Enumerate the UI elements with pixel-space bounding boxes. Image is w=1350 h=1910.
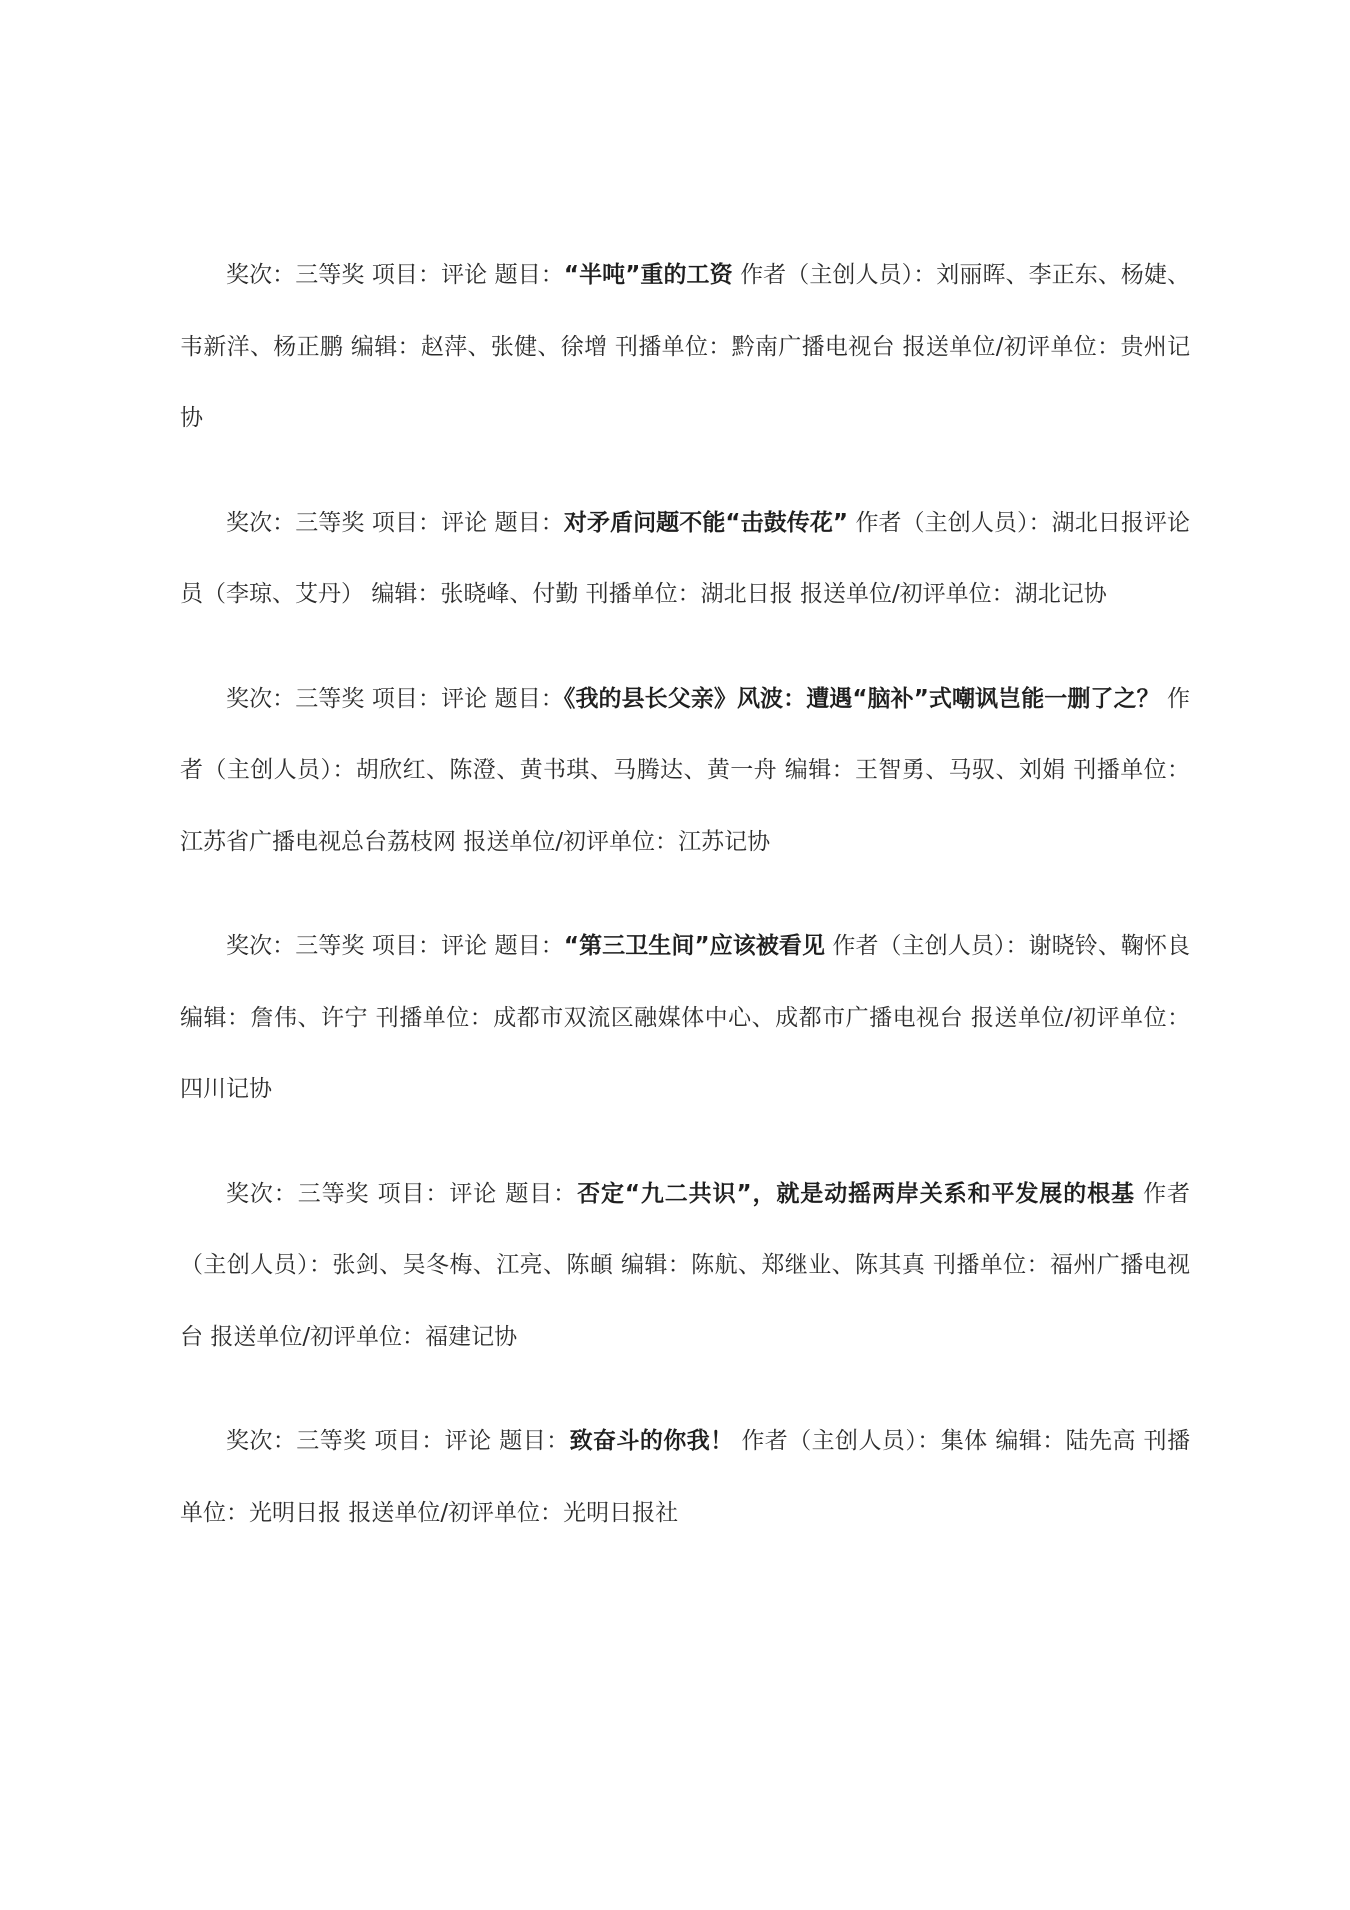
- publisher-label: 刊播单位：: [585, 581, 701, 607]
- project-value: 评论: [441, 509, 488, 536]
- publisher-label: 刊播单位：: [615, 333, 732, 360]
- project-label: 项目：: [371, 262, 442, 288]
- work-title: “第三卫生间”应该被看见: [563, 933, 826, 959]
- author-label: 作者（主创人员）：: [832, 933, 1029, 959]
- editor-label: 编辑：: [784, 757, 855, 783]
- title-label: 题目：: [494, 933, 564, 959]
- submitter-value: 光明日报社: [563, 1499, 679, 1526]
- submitter-label: 报送单位/初评单位：: [463, 828, 679, 855]
- editor-value: 王智勇、马驭、刘娟: [855, 757, 1066, 783]
- work-title: 《我的县长父亲》风波：遭遇“脑补”式嘲讽岂能一删了之？: [563, 685, 1160, 712]
- project-value: 评论: [449, 1180, 498, 1207]
- title-label: 题目：: [494, 509, 564, 536]
- publisher-label: 刊播单位：: [932, 1252, 1050, 1278]
- submitter-value: 贵州记协: [180, 333, 1191, 431]
- author-label: 作者（主创人员）：: [180, 685, 1191, 783]
- author-value: 刘丽晖、李正东、杨婕、韦新洋、杨正鹏: [180, 262, 1191, 360]
- project-value: 评论: [441, 685, 488, 712]
- publisher-label: 刊播单位：: [1073, 757, 1190, 783]
- project-label: 项目：: [377, 1180, 450, 1207]
- submitter-label: 报送单位/初评单位：: [348, 1499, 564, 1526]
- publisher-value: 湖北日报: [700, 581, 793, 607]
- project-value: 评论: [441, 933, 488, 959]
- editor-value: 陆先高: [1065, 1428, 1136, 1454]
- author-label: 作者（主创人员）：: [741, 1428, 941, 1454]
- editor-value: 陈航、郑继业、陈其真: [691, 1252, 926, 1278]
- author-label: 作者（主创人员）：: [855, 509, 1052, 536]
- publisher-label: 刊播单位：: [180, 1428, 1191, 1526]
- author-value: 谢晓铃、鞠怀良: [1028, 933, 1191, 959]
- project-label: 项目：: [371, 685, 442, 712]
- title-label: 题目：: [494, 262, 564, 288]
- award-entry-6: [180, 1406, 1190, 1549]
- title-label: 题目：: [505, 1180, 578, 1207]
- publisher-value: 江苏省广播电视总台荔枝网: [180, 828, 456, 855]
- title-label: 题目：: [499, 1428, 570, 1454]
- award-entry-1: [180, 240, 1190, 455]
- award-value: 三等奖: [295, 262, 365, 288]
- author-value: 湖北日报评论员（李琼、艾丹）: [180, 509, 1191, 607]
- editor-label: 编辑：: [620, 1252, 692, 1278]
- author-value: 张剑、吴冬梅、江亮、陈頔: [332, 1252, 614, 1278]
- project-value: 评论: [444, 1428, 492, 1454]
- award-label: 奖次：: [226, 933, 296, 959]
- submitter-value: 江苏记协: [678, 828, 771, 855]
- project-value: 评论: [441, 262, 488, 288]
- award-entry-4: [180, 911, 1190, 1126]
- work-title: 对矛盾问题不能“击鼓传花”: [563, 509, 849, 536]
- award-label: 奖次：: [226, 1428, 297, 1454]
- award-value: 三等奖: [296, 1428, 367, 1454]
- award-entry-5: [180, 1159, 1190, 1374]
- submitter-value: 四川记协: [180, 1076, 272, 1102]
- title-label: 题目：: [494, 685, 564, 712]
- award-label: 奖次：: [226, 509, 296, 536]
- award-label: 奖次：: [226, 262, 296, 288]
- project-label: 项目：: [374, 1428, 445, 1454]
- award-label: 奖次：: [226, 1180, 298, 1207]
- submitter-label: 报送单位/初评单位：: [210, 1323, 426, 1350]
- editor-label: 编辑：: [371, 581, 441, 607]
- document-page: [180, 240, 1190, 1582]
- author-value: 集体: [940, 1428, 988, 1454]
- publisher-value: 黔南广播电视台: [731, 333, 895, 360]
- project-label: 项目：: [371, 933, 442, 959]
- award-value: 三等奖: [295, 509, 365, 536]
- editor-label: 编辑：: [350, 333, 421, 360]
- submitter-label: 报送单位/初评单位：: [799, 581, 1015, 607]
- work-title: “半吨”重的工资: [563, 262, 733, 288]
- author-label: 作者（主创人员）：: [180, 1180, 1191, 1278]
- submitter-label: 报送单位/初评单位：: [902, 333, 1121, 360]
- publisher-label: 刊播单位：: [375, 1004, 494, 1031]
- publisher-value: 福州广播电视台: [180, 1252, 1190, 1350]
- award-entry-3: [180, 664, 1190, 879]
- author-value: 胡欣红、陈澄、黄书琪、马腾达、黄一舟: [355, 757, 778, 783]
- submitter-value: 湖北记协: [1014, 581, 1107, 607]
- submitter-label: 报送单位/初评单位：: [970, 1004, 1191, 1031]
- publisher-value: 光明日报: [249, 1499, 341, 1526]
- editor-label: 编辑：: [995, 1428, 1066, 1454]
- editor-value: 赵萍、张健、徐增: [420, 333, 608, 360]
- award-value: 三等奖: [295, 933, 365, 959]
- editor-value: 詹伟、许宁: [250, 1004, 368, 1031]
- project-label: 项目：: [371, 509, 442, 536]
- editor-value: 张晓峰、付勤: [440, 581, 579, 607]
- award-entry-2: [180, 488, 1190, 631]
- work-title: 致奋斗的你我！: [569, 1428, 734, 1454]
- award-value: 三等奖: [297, 1180, 370, 1207]
- award-value: 三等奖: [295, 685, 365, 712]
- publisher-value: 成都市双流区融媒体中心、成都市广播电视台: [493, 1004, 964, 1031]
- work-title: 否定“九二共识”，就是动摇两岸关系和平发展的根基: [577, 1180, 1135, 1207]
- submitter-value: 福建记协: [425, 1323, 518, 1350]
- editor-label: 编辑：: [180, 1004, 251, 1031]
- author-label: 作者（主创人员）：: [740, 262, 937, 288]
- award-label: 奖次：: [226, 685, 296, 712]
